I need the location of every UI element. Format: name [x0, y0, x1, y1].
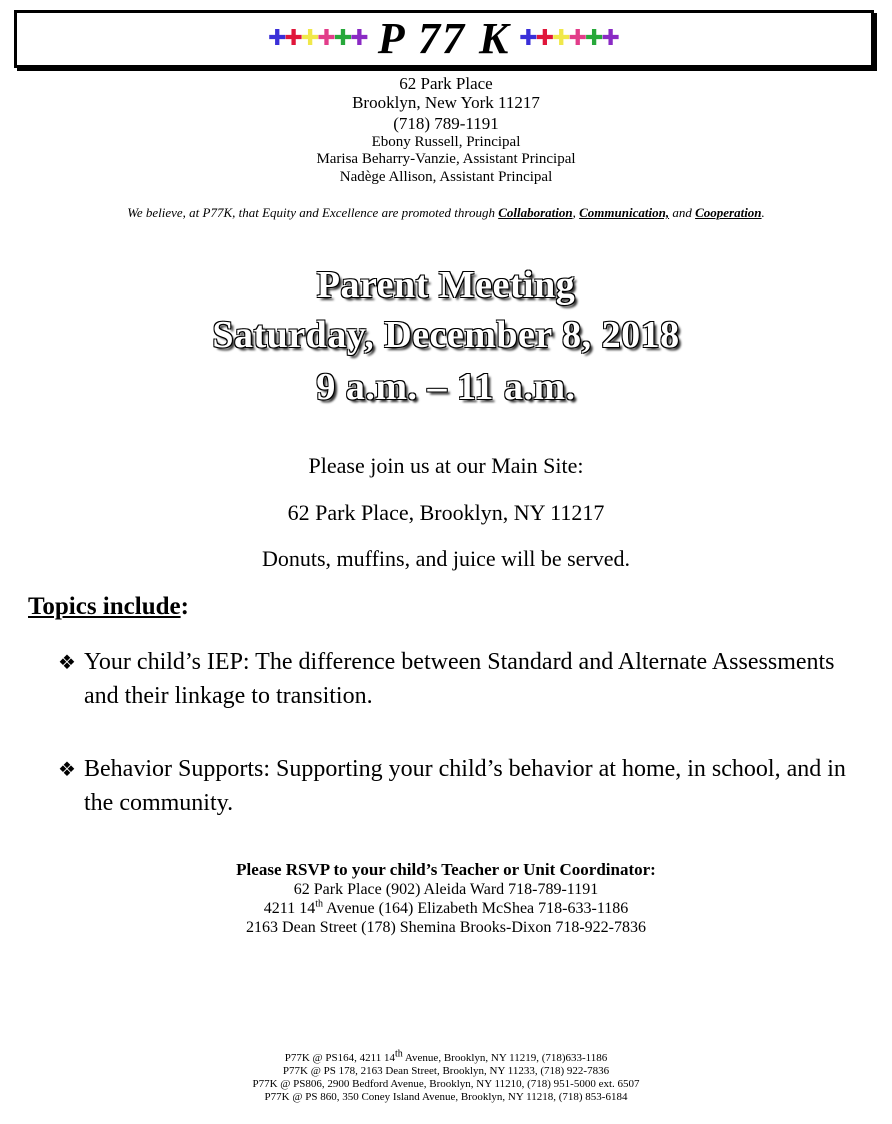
rsvp-contact: 2163 Dean Street (178) Shemina Brooks-Dixon 718-922-7836 — [246, 919, 646, 936]
puzzle-piece-icon: ✚ — [568, 26, 588, 51]
assistant-principal-2: Nadège Allison, Assistant Principal — [339, 169, 553, 185]
footer-site: P77K @ PS 860, 350 Coney Island Avenue, Brooklyn, NY 11218, (718) 853-6184 — [264, 1091, 628, 1103]
invite-line: Please join us at our Main Site: — [308, 453, 584, 478]
meeting-address: 62 Park Place, Brooklyn, NY 11217 — [287, 500, 605, 525]
refreshments-line: Donuts, muffins, and juice will be served. — [261, 546, 631, 571]
puzzle-piece-icon: ✚ — [585, 26, 604, 51]
topic-item: ❖ Behavior Supports: Supporting your child’s behavior at home, in school, and in the community. — [58, 752, 858, 820]
puzzle-piece-icon: ✚ — [535, 26, 555, 51]
footer-site: P77K @ PS806, 2900 Bedford Avenue, Brooklyn, NY 11210, (718) 951-5000 ext. 6507 — [252, 1078, 640, 1090]
puzzle-piece-icon: ✚ — [333, 26, 353, 51]
principal-name: Ebony Russell, Principal — [371, 134, 521, 150]
puzzle-piece-icon: ✚ — [317, 26, 336, 51]
assistant-principal-1: Marisa Beharry-Vanzie, Assistant Principal — [316, 151, 576, 167]
puzzle-piece-icon: ✚ — [519, 26, 538, 51]
diamond-bullet-icon: ❖ — [58, 650, 76, 674]
header-banner — [14, 10, 874, 68]
address-phone: (718) 789-1191 — [393, 114, 499, 133]
event-title: Parent Meeting — [316, 264, 576, 306]
diamond-bullet-icon: ❖ — [58, 757, 76, 781]
puzzle-piece-icon: ✚ — [350, 26, 369, 51]
puzzle-pieces-left — [269, 19, 368, 59]
rsvp-contact: 4211 14th Avenue (164) Elizabeth McShea 718-633-1186 — [263, 898, 629, 917]
puzzle-piece-icon: ✚ — [601, 26, 620, 51]
puzzle-piece-icon: ✚ — [268, 26, 287, 51]
event-date: Saturday, December 8, 2018 — [212, 314, 680, 356]
puzzle-piece-icon: ✚ — [552, 26, 571, 51]
rsvp-contact: 62 Park Place (902) Aleida Ward 718-789-1191 — [293, 881, 599, 898]
topic-item: ❖ Your child’s IEP: The difference between Standard and Alternate Assessments and their linkage to transition. — [58, 645, 858, 713]
address-city: Brooklyn, New York 11217 — [352, 93, 540, 112]
puzzle-piece-icon: ✚ — [300, 26, 320, 51]
school-logo-text: P 77 K — [377, 14, 511, 63]
puzzle-pieces-right — [520, 19, 619, 59]
rsvp-heading: Please RSVP to your child’s Teacher or Unit Coordinator: — [236, 860, 656, 879]
puzzle-piece-icon: ✚ — [284, 26, 303, 51]
mission-statement: We believe, at P77K, that Equity and Excellence are promoted through Collaboration, Communication, and Cooperation. — [127, 205, 765, 220]
event-time: 9 a.m. – 11 a.m. — [316, 366, 576, 408]
address-street: 62 Park Place — [399, 74, 493, 93]
topics-heading: Topics include: — [28, 593, 189, 620]
footer-site: P77K @ PS164, 4211 14th Avenue, Brooklyn, NY 11219, (718)633-1186 — [284, 1048, 608, 1064]
footer-site: P77K @ PS 178, 2163 Dean Street, Brooklyn, NY 11233, (718) 922-7836 — [282, 1065, 610, 1077]
